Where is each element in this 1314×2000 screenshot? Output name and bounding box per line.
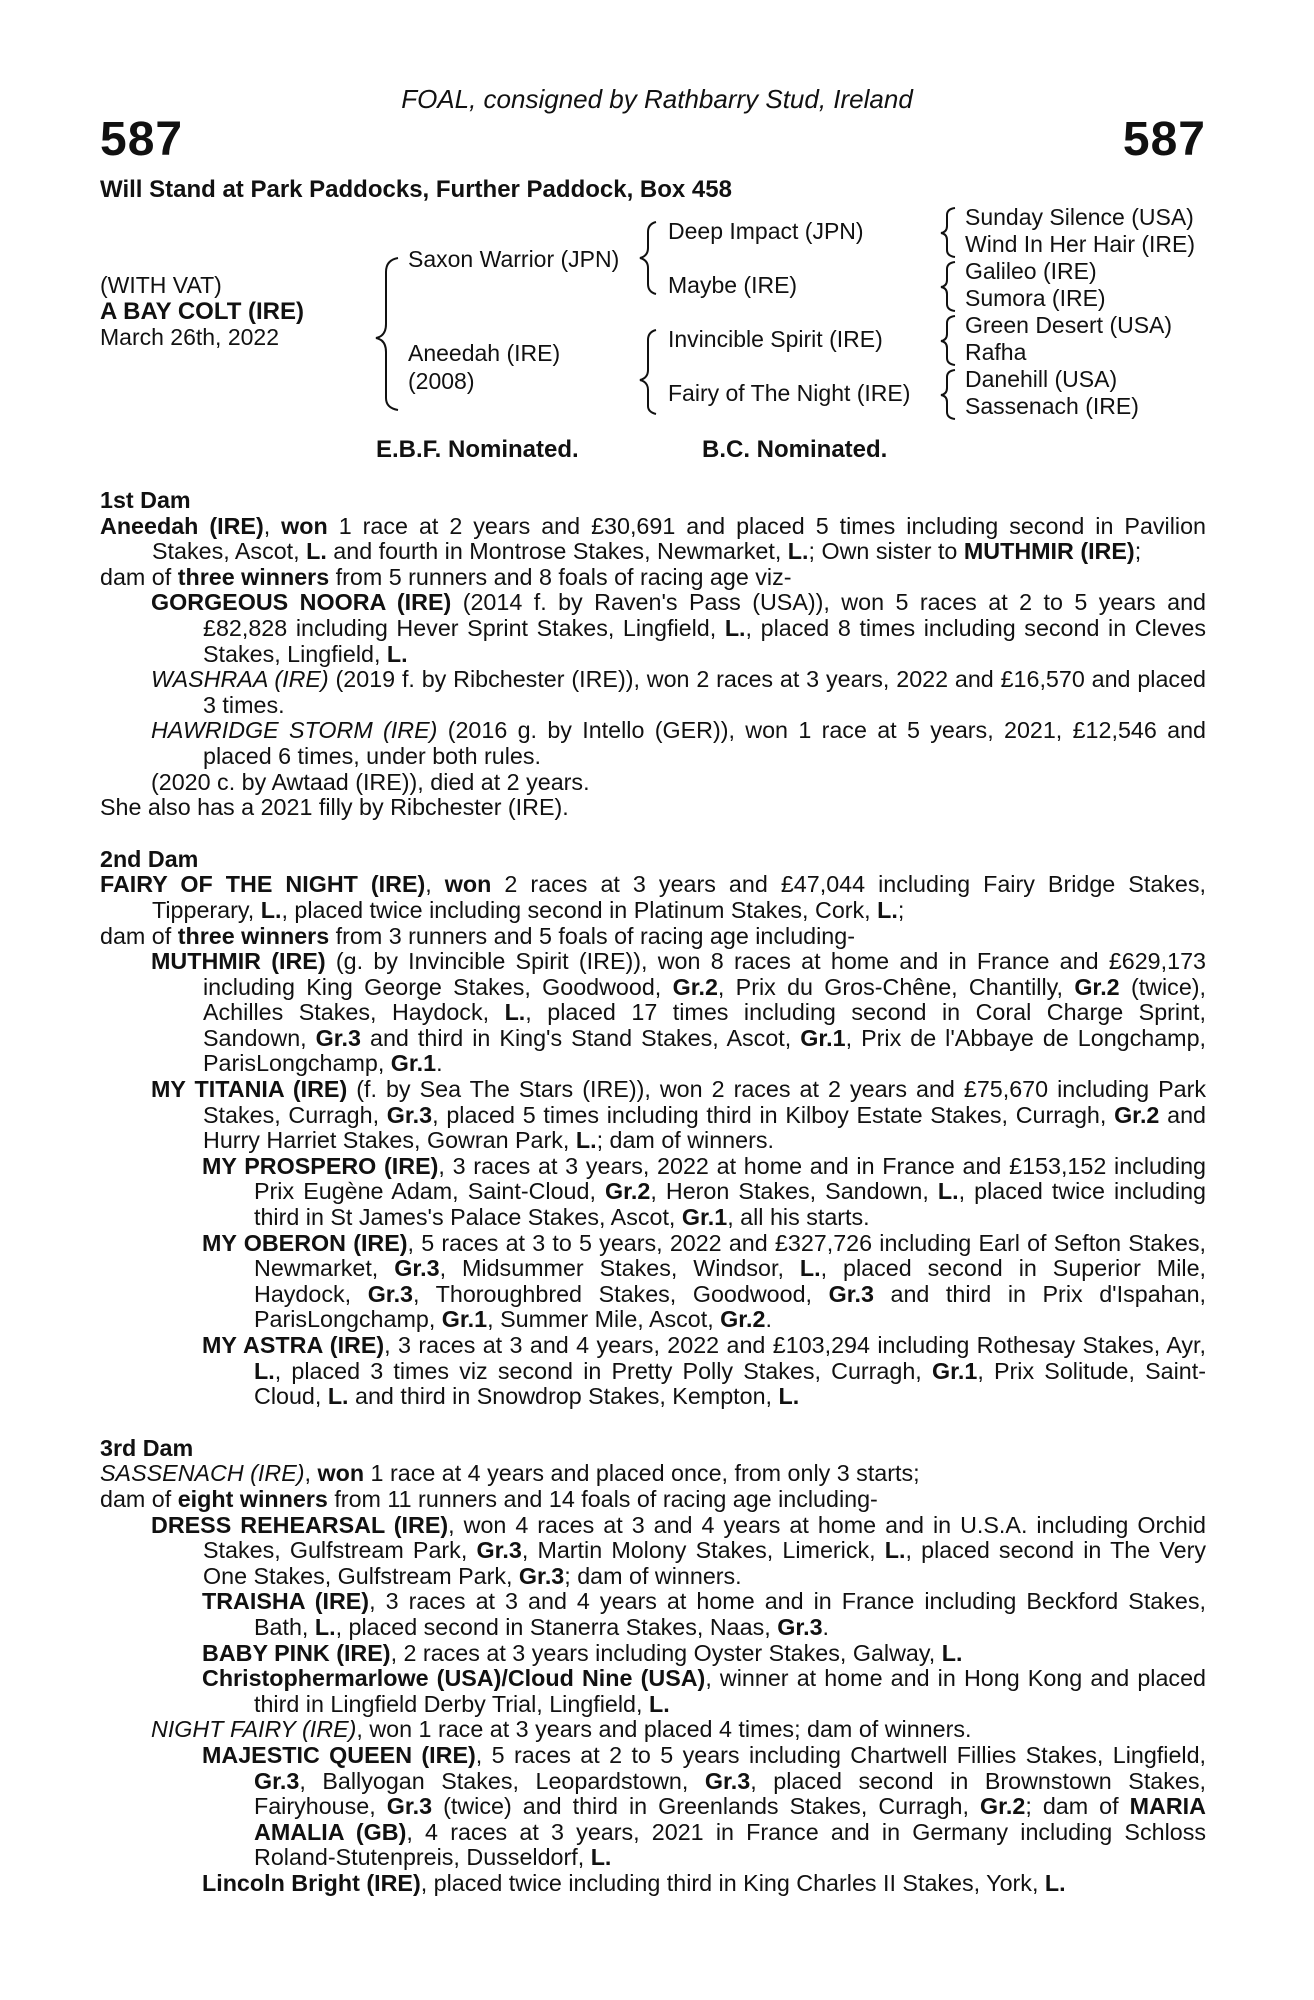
text-run: ; Own sister to bbox=[808, 538, 964, 565]
text-run: , placed 3 times viz second in Pretty Polly Stakes, Curragh, bbox=[274, 1357, 932, 1384]
pedigree-paragraph bbox=[100, 1231, 1206, 1333]
text-run: Gr.2 bbox=[1074, 973, 1120, 1000]
text-run: 1st Dam bbox=[100, 487, 191, 513]
text-run: Gr.1 bbox=[390, 1050, 437, 1077]
text-run: , placed second in The Very One Stakes, Gulfstream Park, bbox=[203, 1537, 1206, 1589]
text-run: dam of bbox=[100, 922, 178, 949]
text-run: MY TITANIA (IRE) bbox=[151, 1076, 348, 1103]
text-run: won bbox=[444, 871, 492, 898]
pedigree-sds: Galileo (IRE) bbox=[965, 258, 1097, 284]
text-run: L. bbox=[327, 1383, 349, 1410]
pedigree-paragraph bbox=[100, 1487, 1206, 1513]
lot-number-left: 587 bbox=[100, 113, 184, 166]
text-run: L. bbox=[724, 614, 746, 641]
text-run: HAWRIDGE STORM (IRE) bbox=[151, 717, 438, 744]
text-run: MY ASTRA (IRE) bbox=[202, 1332, 385, 1358]
text-run: , Prix du Gros-Chêne, Chantilly, bbox=[717, 973, 1075, 1000]
text-run: Gr.1 bbox=[441, 1306, 488, 1333]
pedigree-paragraph bbox=[100, 1513, 1206, 1590]
pedigree-ddd: Sassenach (IRE) bbox=[965, 393, 1139, 419]
text-run: L. bbox=[504, 999, 526, 1026]
text-run: and fourth in Montrose Stakes, Newmarket, bbox=[326, 538, 788, 565]
text-run: L. bbox=[884, 1537, 906, 1564]
pedigree-sdd: Sumora (IRE) bbox=[965, 285, 1106, 311]
text-run: L. bbox=[254, 1357, 275, 1384]
text-run: won bbox=[317, 1460, 365, 1487]
pedigree-dam-sire: Invincible Spirit (IRE) bbox=[668, 326, 883, 352]
text-run: Gr.3 bbox=[386, 1793, 433, 1820]
text-run: BABY PINK (IRE) bbox=[202, 1639, 391, 1666]
text-run: , 5 races at 2 to 5 years including Chartwell Fillies Stakes, Lingfield, bbox=[475, 1741, 1207, 1768]
text-run: Gr.3 bbox=[476, 1537, 522, 1564]
text-run: and third in Prix d'Ispahan, ParisLongchamp, bbox=[254, 1280, 1206, 1333]
text-run: (2020 c. by Awtaad (IRE)), died at 2 years. bbox=[151, 768, 590, 795]
text-run: , Thoroughbred Stakes, Goodwood, bbox=[413, 1280, 829, 1307]
text-run: Gr.2 bbox=[979, 1793, 1026, 1820]
text-run: , won 1 race at 3 years and placed 4 times; dam of winners. bbox=[356, 1716, 972, 1743]
pedigree-paragraph bbox=[100, 1717, 1206, 1743]
text-run: Gr.2 bbox=[605, 1178, 651, 1205]
text-run: ; dam of winners. bbox=[596, 1127, 774, 1154]
text-run: and third in Snowdrop Stakes, Kempton, bbox=[348, 1383, 779, 1410]
text-run: L. bbox=[799, 1255, 821, 1282]
text-run: , Martin Molony Stakes, Limerick, bbox=[521, 1537, 885, 1564]
text-run: GORGEOUS NOORA (IRE) bbox=[151, 589, 452, 616]
text-run: ; bbox=[1134, 538, 1142, 565]
section-gap bbox=[100, 821, 1206, 847]
text-run: L. bbox=[648, 1690, 670, 1717]
pedigree-paragraph bbox=[100, 590, 1206, 667]
lot-number-right: 587 bbox=[1122, 113, 1206, 166]
subject-name: A BAY COLT (IRE) bbox=[100, 298, 305, 325]
text-run: ; bbox=[897, 896, 905, 923]
text-run: , bbox=[263, 512, 282, 539]
text-run: dam of bbox=[100, 563, 178, 590]
text-run: and third in King's Stand Stakes, Ascot, bbox=[361, 1024, 801, 1051]
pedigree-paragraph bbox=[100, 1154, 1206, 1231]
text-run: won bbox=[281, 512, 328, 539]
text-run: MY OBERON (IRE) bbox=[202, 1229, 408, 1256]
pedigree-dsd: Rafha bbox=[965, 339, 1027, 365]
text-run: SASSENACH (IRE) bbox=[100, 1460, 305, 1487]
text-run: and Hurry Harriet Stakes, Gowran Park, bbox=[203, 1101, 1206, 1154]
pedigree-ssd: Wind In Her Hair (IRE) bbox=[965, 231, 1196, 257]
text-run: MUTHMIR (IRE) bbox=[963, 538, 1135, 565]
text-run: , Ballyogan Stakes, Leopardstown, bbox=[299, 1767, 705, 1794]
text-run: (twice) and third in Greenlands Stakes, Curragh, bbox=[432, 1793, 980, 1820]
text-run: , 5 races at 3 to 5 years, 2022 and £327,726 including Earl of Sefton Stakes, Newmarket, bbox=[254, 1229, 1206, 1282]
text-run: . bbox=[765, 1306, 772, 1333]
text-run: ; dam of bbox=[1025, 1793, 1130, 1820]
text-run: . bbox=[436, 1050, 443, 1077]
text-run: 2nd Dam bbox=[100, 845, 199, 872]
text-run: , placed second in Brownstown Stakes, Fairyhouse, bbox=[254, 1767, 1206, 1820]
bc-nomination: B.C. Nominated. bbox=[702, 436, 888, 463]
pedigree-sss: Sunday Silence (USA) bbox=[965, 204, 1194, 230]
text-run: Gr.3 bbox=[518, 1562, 565, 1589]
pedigree-paragraph bbox=[100, 1743, 1206, 1871]
text-run: Gr.3 bbox=[828, 1280, 874, 1307]
text-run: , 2 races at 3 years including Oyster Stakes, Galway, bbox=[390, 1639, 942, 1666]
text-run: MUTHMIR (IRE) bbox=[151, 948, 326, 975]
pedigree-dam-dam: Fairy of The Night (IRE) bbox=[668, 380, 911, 406]
text-run: ; dam of winners. bbox=[564, 1562, 742, 1589]
text-run: MARIA AMALIA (GB) bbox=[254, 1793, 1206, 1845]
pedigree-dss: Green Desert (USA) bbox=[965, 312, 1173, 338]
text-run: L. bbox=[778, 1383, 800, 1410]
text-run: DRESS REHEARSAL (IRE) bbox=[151, 1511, 449, 1538]
pedigree-sire: Saxon Warrior (JPN) bbox=[408, 246, 620, 272]
pedigree-paragraph bbox=[100, 718, 1206, 769]
section-gap bbox=[100, 1410, 1206, 1436]
text-run: , Prix de l'Abbaye de Longchamp, ParisLongchamp, bbox=[203, 1024, 1207, 1077]
text-run: (twice), Achilles Stakes, Haydock, bbox=[203, 973, 1207, 1026]
text-run: Gr.3 bbox=[704, 1767, 751, 1794]
text-run: . bbox=[822, 1613, 830, 1640]
text-run: 3rd Dam bbox=[100, 1434, 194, 1461]
pedigree-paragraph bbox=[100, 667, 1206, 718]
text-run: L. bbox=[877, 896, 898, 923]
text-run: (2019 f. by Ribchester (IRE)), won 2 races at 3 years, 2022 and £16,570 and placed 3 times. bbox=[203, 666, 1206, 718]
pedigree-paragraph bbox=[100, 1666, 1206, 1717]
pedigree-paragraph bbox=[100, 1871, 1206, 1897]
pedigree-dam-year: (2008) bbox=[408, 368, 475, 394]
text-run: , bbox=[425, 871, 445, 898]
ebf-nomination: E.B.F. Nominated. bbox=[376, 436, 579, 463]
text-run: 1 race at 2 years and £30,691 and placed 5 times including second in Pavilion Stakes, Ascot, bbox=[152, 512, 1206, 565]
text-run: , Heron Stakes, Sandown, bbox=[650, 1178, 938, 1205]
pedigree-dds: Danehill (USA) bbox=[965, 366, 1118, 392]
pedigree-paragraph bbox=[100, 1641, 1206, 1667]
pedigree-paragraph bbox=[100, 1077, 1206, 1154]
text-run: , placed twice including second in Platinum Stakes, Cork, bbox=[281, 896, 878, 923]
pedigree-paragraph bbox=[100, 872, 1206, 923]
text-run: L. bbox=[941, 1639, 963, 1666]
text-run: Gr.3 bbox=[394, 1255, 440, 1282]
text-run: from 5 runners and 8 foals of racing age viz- bbox=[329, 563, 792, 590]
text-run: L. bbox=[386, 640, 408, 667]
text-run: , placed 5 times including third in Kilboy Estate Stakes, Curragh, bbox=[432, 1101, 1115, 1128]
text-run: FAIRY OF THE NIGHT (IRE) bbox=[100, 871, 426, 898]
text-run: MY PROSPERO (IRE) bbox=[202, 1152, 439, 1179]
text-run: WASHRAA (IRE) bbox=[151, 666, 329, 693]
pedigree-dam: Aneedah (IRE) bbox=[408, 340, 561, 366]
pedigree-paragraph bbox=[100, 1461, 1206, 1487]
foaling-date: March 26th, 2022 bbox=[100, 324, 280, 350]
text-run: L. bbox=[937, 1178, 959, 1205]
text-run: Gr.3 bbox=[367, 1280, 414, 1307]
pedigree-sire-sire: Deep Impact (JPN) bbox=[668, 218, 864, 244]
text-run: from 11 runners and 14 foals of racing age including- bbox=[327, 1485, 878, 1512]
text-run: , 4 races at 3 years, 2021 in France and in Germany including Schloss Roland-Stutenpreis, Dusseldorf, bbox=[254, 1818, 1206, 1871]
text-run: Gr.3 bbox=[254, 1767, 300, 1794]
pedigree-paragraph bbox=[100, 924, 1206, 950]
text-run: (2016 g. by Intello (GER)), won 1 race at 5 years, 2021, £12,546 and placed 6 times, under both rules. bbox=[203, 717, 1206, 769]
text-run: Gr.1 bbox=[931, 1357, 978, 1384]
text-run: MAJESTIC QUEEN (IRE) bbox=[202, 1741, 476, 1768]
stand-location: Will Stand at Park Paddocks, Further Paddock, Box 458 bbox=[100, 176, 732, 203]
pedigree-paragraph bbox=[100, 1333, 1206, 1410]
text-run: Gr.2 bbox=[672, 973, 718, 1000]
section-heading bbox=[100, 1436, 1206, 1462]
text-run: TRAISHA (IRE) bbox=[202, 1588, 370, 1615]
text-run: , placed second in Superior Mile, Haydock, bbox=[254, 1255, 1206, 1307]
pedigree-paragraph bbox=[100, 795, 1206, 821]
section-heading bbox=[100, 847, 1206, 873]
text-run: Gr.1 bbox=[681, 1204, 728, 1231]
text-run: , bbox=[304, 1460, 318, 1487]
text-run: Lincoln Bright (IRE) bbox=[202, 1869, 421, 1896]
text-run: , Prix Solitude, Saint-Cloud, bbox=[254, 1357, 1206, 1410]
text-run: , all his starts. bbox=[727, 1204, 870, 1231]
text-run: Gr.2 bbox=[1114, 1101, 1160, 1128]
text-run: (2014 f. by Raven's Pass (USA)), won 5 races at 2 to 5 years and £82,828 including Hever Sprint Stakes, Lingfield, bbox=[203, 589, 1206, 641]
text-run: , Summer Mile, Ascot, bbox=[487, 1306, 721, 1333]
text-run: (g. by Invincible Spirit (IRE)), won 8 races at home and in France and £629,173 including King George Stakes, Goodwood, bbox=[203, 948, 1206, 1000]
text-run: L. bbox=[306, 538, 327, 565]
text-run: , winner at home and in Hong Kong and placed third in Lingfield Derby Trial, Lingfield, bbox=[254, 1665, 1206, 1717]
text-run: Gr.3 bbox=[777, 1613, 823, 1640]
text-run: L. bbox=[575, 1127, 597, 1154]
text-run: , 3 races at 3 and 4 years at home and in France including Beckford Stakes, Bath, bbox=[254, 1588, 1206, 1640]
text-run: , Midsummer Stakes, Windsor, bbox=[439, 1255, 800, 1282]
pedigree-sire-dam: Maybe (IRE) bbox=[668, 272, 798, 298]
text-run: 2 races at 3 years and £47,044 including Fairy Bridge Stakes, Tipperary, bbox=[152, 871, 1207, 923]
text-run: dam of bbox=[100, 1485, 178, 1512]
text-run: , 3 races at 3 and 4 years, 2022 and £103,294 including Rothesay Stakes, Ayr, bbox=[384, 1332, 1206, 1358]
pedigree-paragraph bbox=[100, 770, 1206, 796]
text-run: , won 4 races at 3 and 4 years at home and in U.S.A. including Orchid Stakes, Gulfstream Park, bbox=[203, 1511, 1206, 1564]
text-run: , 3 races at 3 years, 2022 at home and in France and £153,152 including Prix Eugène Adam, Saint-Cloud, bbox=[254, 1152, 1206, 1205]
text-run: from 3 runners and 5 foals of racing age including- bbox=[329, 922, 855, 949]
pedigree-paragraph bbox=[100, 565, 1206, 591]
text-run: , placed second in Stanerra Stakes, Naas, bbox=[335, 1613, 778, 1640]
pedigree-paragraph bbox=[100, 514, 1206, 565]
text-run: , placed 17 times including second in Coral Charge Sprint, Sandown, bbox=[203, 999, 1206, 1051]
section-heading bbox=[100, 488, 1206, 514]
text-run: She also has a 2021 filly by Ribchester (IRE). bbox=[100, 794, 569, 821]
text-run: , placed 8 times including second in Cleves Stakes, Lingfield, bbox=[203, 614, 1206, 667]
pedigree-paragraph bbox=[100, 1589, 1206, 1640]
text-run: NIGHT FAIRY (IRE) bbox=[151, 1716, 357, 1743]
text-run: , placed twice including third in St James's Palace Stakes, Ascot, bbox=[254, 1178, 1206, 1231]
text-run: L. bbox=[590, 1844, 612, 1871]
text-run: eight winners bbox=[177, 1485, 328, 1512]
text-run: (f. by Sea The Stars (IRE)), won 2 races at 2 years and £75,670 including Park Stakes, Curragh, bbox=[203, 1076, 1207, 1128]
consignment-line: FOAL, consigned by Rathbarry Stud, Ireland bbox=[401, 84, 913, 114]
text-run: L. bbox=[260, 896, 282, 923]
text-run: Gr.2 bbox=[720, 1306, 766, 1333]
text-run: L. bbox=[314, 1613, 336, 1640]
text-run: 1 race at 4 years and placed once, from only 3 starts; bbox=[364, 1460, 920, 1487]
text-run: , placed twice including third in King Charles II Stakes, York, bbox=[420, 1869, 1045, 1896]
text-run: Aneedah (IRE) bbox=[100, 512, 264, 539]
catalogue-body bbox=[100, 488, 1206, 1896]
text-run: L. bbox=[787, 538, 809, 565]
text-run: Gr.3 bbox=[315, 1024, 361, 1051]
text-run: Christophermarlowe (USA)/Cloud Nine (USA) bbox=[202, 1665, 706, 1692]
text-run: three winners bbox=[177, 563, 330, 590]
text-run: L. bbox=[1044, 1869, 1066, 1896]
text-run: Gr.1 bbox=[800, 1024, 846, 1051]
pedigree-paragraph bbox=[100, 949, 1206, 1077]
vat-note: (WITH VAT) bbox=[100, 272, 222, 298]
text-run: Gr.3 bbox=[386, 1101, 433, 1128]
text-run: three winners bbox=[177, 922, 330, 949]
